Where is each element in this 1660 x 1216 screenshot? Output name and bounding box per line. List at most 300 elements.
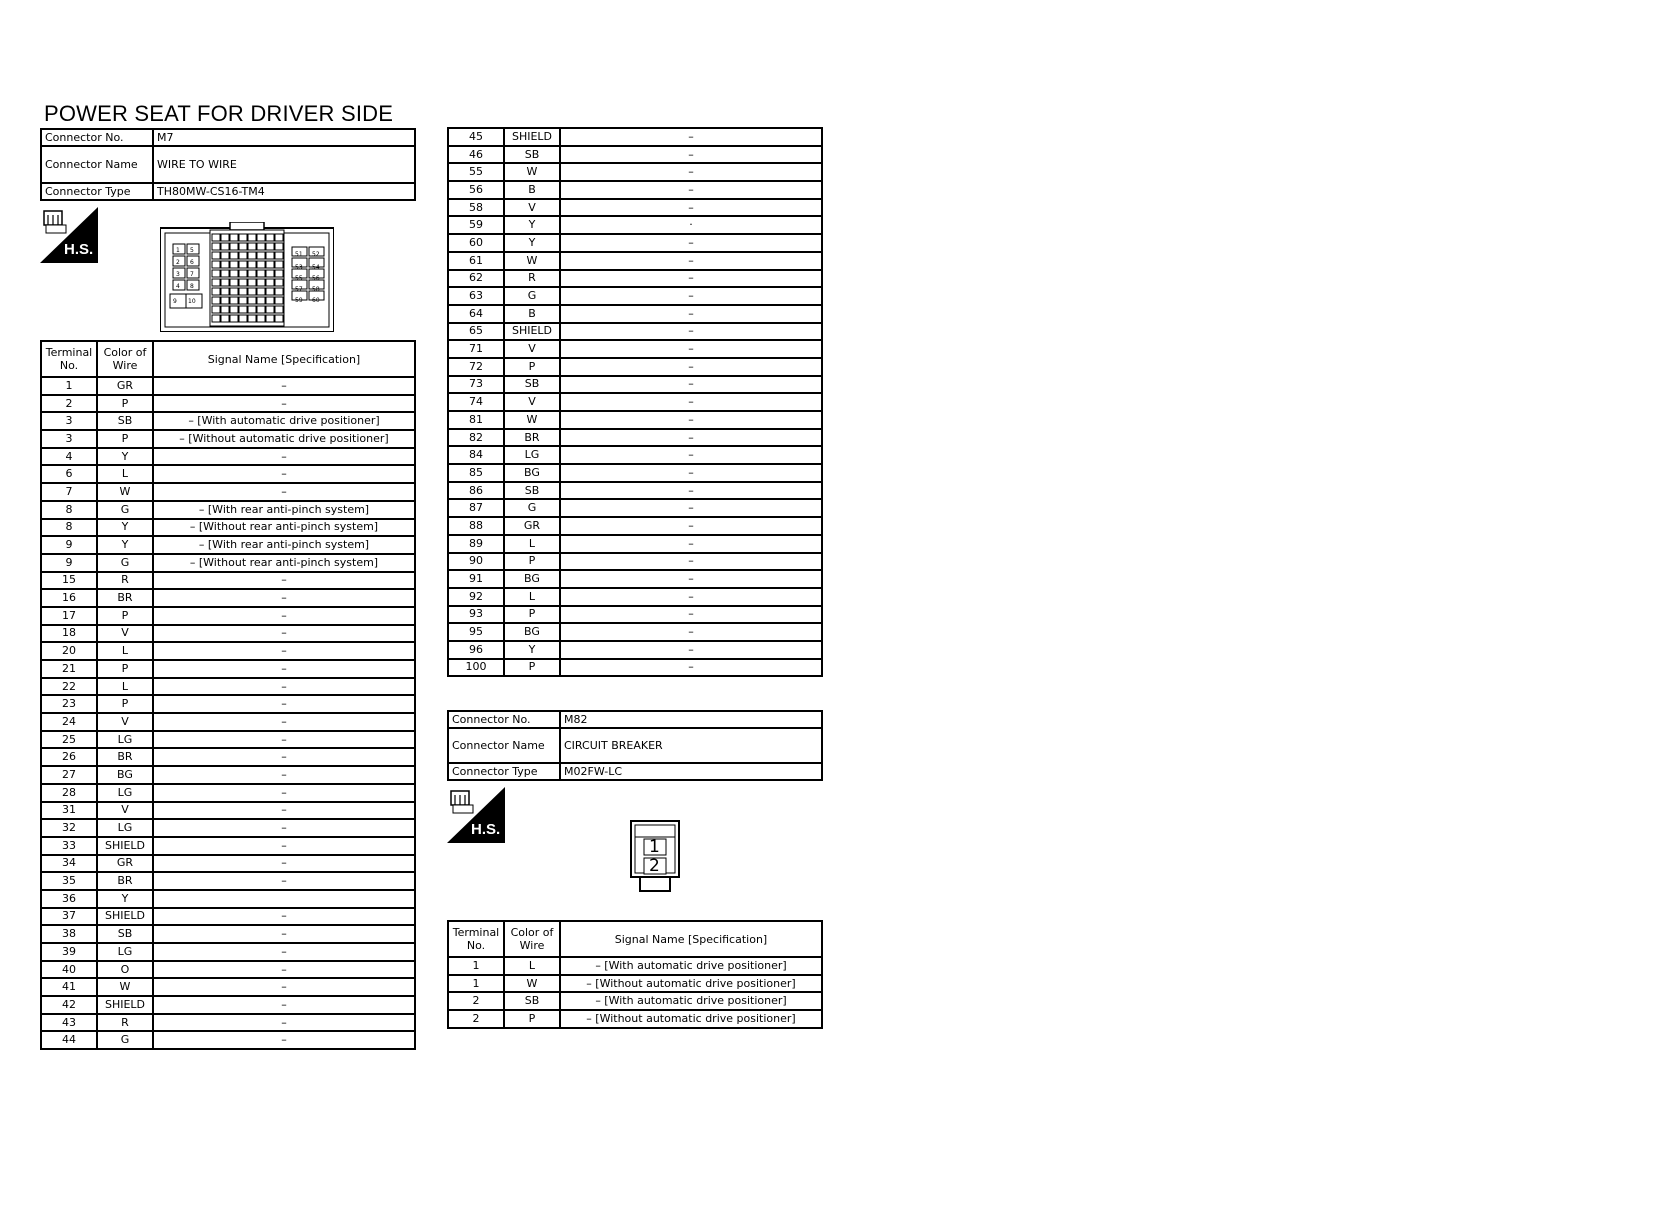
table-row bbox=[448, 393, 822, 411]
terminal-no-cell: 3 bbox=[41, 430, 97, 448]
signal-name-cell: – bbox=[560, 199, 822, 217]
wire-color-cell: BR bbox=[97, 589, 153, 607]
table-row bbox=[41, 625, 415, 643]
pin-label: 60 bbox=[312, 297, 320, 304]
terminal-no-cell: 24 bbox=[41, 713, 97, 731]
wire-color-cell: L bbox=[504, 588, 560, 606]
terminal-no-cell: 71 bbox=[448, 340, 504, 358]
terminal-no-cell: 33 bbox=[41, 837, 97, 855]
table-row bbox=[41, 943, 415, 961]
terminal-no-header: Terminal No. bbox=[448, 921, 504, 957]
signal-name-cell: – bbox=[153, 1014, 415, 1032]
wire-color-cell: G bbox=[97, 554, 153, 572]
wire-color-cell: L bbox=[504, 957, 560, 975]
table-row bbox=[41, 430, 415, 448]
wire-color-cell: BG bbox=[504, 623, 560, 641]
table-row bbox=[41, 837, 415, 855]
terminal-no-cell: 34 bbox=[41, 855, 97, 873]
pin-2-label: 2 bbox=[649, 856, 660, 876]
terminal-no-cell: 42 bbox=[41, 996, 97, 1014]
signal-name-cell: – bbox=[153, 961, 415, 979]
wire-color-cell: BR bbox=[504, 429, 560, 447]
wire-color-cell: L bbox=[504, 535, 560, 553]
pin-label: 54 bbox=[312, 264, 320, 271]
wire-color-cell: LG bbox=[504, 446, 560, 464]
signal-name-cell: – [With rear anti-pinch system] bbox=[153, 536, 415, 554]
signal-name-cell: – bbox=[560, 606, 822, 624]
table-row bbox=[448, 234, 822, 252]
terminal-no-cell: 87 bbox=[448, 499, 504, 517]
wire-color-cell: V bbox=[504, 393, 560, 411]
signal-name-cell: – bbox=[153, 607, 415, 625]
table-row bbox=[41, 961, 415, 979]
table-row bbox=[41, 678, 415, 696]
table-row bbox=[41, 607, 415, 625]
signal-name-cell: – bbox=[153, 465, 415, 483]
signal-name-cell: – bbox=[560, 234, 822, 252]
table-row bbox=[448, 216, 822, 234]
table-row bbox=[41, 501, 415, 519]
table-row bbox=[41, 1014, 415, 1032]
signal-name-cell: – [Without rear anti-pinch system] bbox=[153, 554, 415, 572]
terminal-no-cell: 72 bbox=[448, 358, 504, 376]
table-row bbox=[448, 464, 822, 482]
harness-side-icon bbox=[40, 207, 98, 263]
wire-color-cell: L bbox=[97, 465, 153, 483]
wire-color-cell: LG bbox=[97, 819, 153, 837]
wire-color-cell: W bbox=[504, 163, 560, 181]
signal-name-cell bbox=[153, 890, 415, 908]
m7-connector-info bbox=[40, 128, 416, 201]
terminal-no-cell: 8 bbox=[41, 519, 97, 537]
table-row bbox=[41, 731, 415, 749]
wire-color-cell: BG bbox=[504, 570, 560, 588]
wire-color-cell: V bbox=[97, 713, 153, 731]
wire-color-cell: P bbox=[504, 358, 560, 376]
terminal-no-header: Terminal No. bbox=[41, 341, 97, 377]
signal-name-cell: – bbox=[560, 323, 822, 341]
wire-color-cell: V bbox=[504, 340, 560, 358]
m82-terminal-table bbox=[447, 920, 823, 1029]
signal-name-cell: – bbox=[560, 588, 822, 606]
terminal-no-cell: 90 bbox=[448, 553, 504, 571]
signal-name-cell: – bbox=[153, 908, 415, 926]
page-title: POWER SEAT FOR DRIVER SIDE bbox=[44, 101, 394, 126]
table-row bbox=[448, 499, 822, 517]
signal-name-cell: · bbox=[560, 216, 822, 234]
connector-name-label: Connector Name bbox=[448, 728, 560, 763]
connector-type-label: Connector Type bbox=[41, 183, 153, 200]
connector-type-label: Connector Type bbox=[448, 763, 560, 780]
signal-name-cell: – bbox=[560, 411, 822, 429]
wire-color-cell: SHIELD bbox=[97, 908, 153, 926]
signal-name-cell: – bbox=[153, 395, 415, 413]
signal-name-cell: – bbox=[560, 252, 822, 270]
pin-label: 59 bbox=[295, 297, 303, 304]
pin-label: 9 bbox=[173, 298, 177, 305]
signal-name-cell: – bbox=[153, 678, 415, 696]
terminal-no-cell: 15 bbox=[41, 572, 97, 590]
table-row bbox=[41, 395, 415, 413]
table-row bbox=[41, 925, 415, 943]
pin-label: 53 bbox=[295, 264, 303, 271]
wire-color-cell: R bbox=[504, 270, 560, 288]
table-row bbox=[448, 128, 822, 146]
signal-name-cell: – bbox=[560, 446, 822, 464]
table-row bbox=[448, 181, 822, 199]
table-row bbox=[448, 270, 822, 288]
signal-name-cell: – bbox=[153, 572, 415, 590]
m7-terminal-table-right bbox=[447, 127, 823, 677]
signal-name-cell: – bbox=[560, 517, 822, 535]
terminal-no-cell: 1 bbox=[41, 377, 97, 395]
table-row bbox=[41, 1031, 415, 1049]
table-row bbox=[448, 992, 822, 1010]
table-row bbox=[448, 606, 822, 624]
signal-name-cell: – bbox=[153, 731, 415, 749]
table-row bbox=[41, 465, 415, 483]
terminal-no-cell: 63 bbox=[448, 287, 504, 305]
table-row bbox=[41, 802, 415, 820]
terminal-no-cell: 23 bbox=[41, 695, 97, 713]
wire-color-cell: SB bbox=[504, 376, 560, 394]
table-row bbox=[448, 199, 822, 217]
signal-name-cell: – bbox=[153, 766, 415, 784]
wire-color-cell: GR bbox=[504, 517, 560, 535]
wire-color-cell: L bbox=[97, 642, 153, 660]
wire-color-cell: Y bbox=[97, 519, 153, 537]
wire-color-cell: V bbox=[97, 802, 153, 820]
wire-color-cell: Y bbox=[97, 536, 153, 554]
wire-color-cell: V bbox=[97, 625, 153, 643]
pin-label: 51 bbox=[295, 251, 303, 258]
signal-name-cell: – bbox=[153, 978, 415, 996]
terminal-no-cell: 39 bbox=[41, 943, 97, 961]
signal-name-cell: – bbox=[560, 393, 822, 411]
terminal-no-cell: 28 bbox=[41, 784, 97, 802]
table-row bbox=[448, 146, 822, 164]
table-row bbox=[41, 855, 415, 873]
table-row bbox=[448, 482, 822, 500]
wire-color-cell: W bbox=[504, 975, 560, 993]
wire-color-cell: BR bbox=[97, 748, 153, 766]
terminal-no-cell: 8 bbox=[41, 501, 97, 519]
connector-type-value: M02FW-LC bbox=[560, 763, 822, 780]
table-row bbox=[448, 1010, 822, 1028]
terminal-no-cell: 6 bbox=[41, 465, 97, 483]
wire-color-cell: W bbox=[97, 978, 153, 996]
pin-label: 57 bbox=[295, 286, 303, 293]
connector-no-label: Connector No. bbox=[448, 711, 560, 728]
connector-type-value: TH80MW-CS16-TM4 bbox=[153, 183, 415, 200]
signal-name-cell: – bbox=[153, 483, 415, 501]
signal-name-cell: – bbox=[153, 855, 415, 873]
signal-name-cell: – bbox=[153, 748, 415, 766]
table-row bbox=[448, 659, 822, 677]
wire-color-cell: R bbox=[97, 572, 153, 590]
terminal-no-cell: 65 bbox=[448, 323, 504, 341]
wire-color-cell: SB bbox=[97, 925, 153, 943]
signal-name-cell: – bbox=[560, 553, 822, 571]
wire-color-cell: P bbox=[504, 606, 560, 624]
terminal-no-cell: 91 bbox=[448, 570, 504, 588]
wire-color-cell: SB bbox=[504, 482, 560, 500]
signal-name-header: Signal Name [Specification] bbox=[153, 341, 415, 377]
connector-name-value: CIRCUIT BREAKER bbox=[560, 728, 822, 763]
terminal-no-cell: 20 bbox=[41, 642, 97, 660]
terminal-no-cell: 96 bbox=[448, 641, 504, 659]
signal-name-cell: – bbox=[153, 996, 415, 1014]
signal-name-cell: – bbox=[560, 358, 822, 376]
signal-name-cell: – bbox=[153, 784, 415, 802]
terminal-no-cell: 88 bbox=[448, 517, 504, 535]
wire-color-cell: V bbox=[504, 199, 560, 217]
signal-name-cell: – bbox=[560, 376, 822, 394]
table-row bbox=[448, 535, 822, 553]
signal-name-cell: – bbox=[560, 535, 822, 553]
signal-name-cell: – bbox=[153, 642, 415, 660]
wire-color-cell: W bbox=[504, 252, 560, 270]
table-row bbox=[41, 642, 415, 660]
pin-label: 55 bbox=[295, 275, 303, 282]
signal-name-cell: – bbox=[153, 943, 415, 961]
wire-color-cell: GR bbox=[97, 377, 153, 395]
terminal-no-cell: 31 bbox=[41, 802, 97, 820]
terminal-no-cell: 74 bbox=[448, 393, 504, 411]
pin-label: 52 bbox=[312, 251, 320, 258]
signal-name-cell: – [Without automatic drive positioner] bbox=[560, 1010, 822, 1028]
wire-color-cell: SHIELD bbox=[504, 128, 560, 146]
table-row bbox=[41, 713, 415, 731]
terminal-no-cell: 9 bbox=[41, 554, 97, 572]
wire-color-cell: Y bbox=[504, 216, 560, 234]
terminal-no-cell: 86 bbox=[448, 482, 504, 500]
wire-color-cell: P bbox=[97, 607, 153, 625]
wire-color-cell: P bbox=[504, 1010, 560, 1028]
terminal-no-cell: 4 bbox=[41, 448, 97, 466]
table-row bbox=[41, 554, 415, 572]
terminal-no-cell: 44 bbox=[41, 1031, 97, 1049]
wire-color-cell: B bbox=[504, 181, 560, 199]
table-row bbox=[41, 589, 415, 607]
terminal-no-cell: 95 bbox=[448, 623, 504, 641]
signal-name-cell: – bbox=[153, 925, 415, 943]
terminal-no-cell: 36 bbox=[41, 890, 97, 908]
table-row bbox=[41, 890, 415, 908]
table-row bbox=[448, 446, 822, 464]
signal-name-cell: – [Without rear anti-pinch system] bbox=[153, 519, 415, 537]
table-row bbox=[41, 996, 415, 1014]
table-row bbox=[448, 957, 822, 975]
table-row bbox=[448, 975, 822, 993]
wire-color-cell: BG bbox=[97, 766, 153, 784]
terminal-no-cell: 2 bbox=[448, 1010, 504, 1028]
signal-name-cell: – bbox=[560, 270, 822, 288]
pin-label: 58 bbox=[312, 286, 320, 293]
signal-name-cell: – bbox=[153, 713, 415, 731]
m82-connector-info bbox=[447, 710, 823, 781]
table-row bbox=[41, 519, 415, 537]
table-row bbox=[41, 660, 415, 678]
signal-name-cell: – bbox=[153, 837, 415, 855]
signal-name-cell: – [With automatic drive positioner] bbox=[560, 957, 822, 975]
terminal-no-cell: 2 bbox=[41, 395, 97, 413]
terminal-no-cell: 38 bbox=[41, 925, 97, 943]
harness-side-icon bbox=[447, 787, 505, 843]
table-row bbox=[41, 412, 415, 430]
pin-label: 5 bbox=[190, 247, 194, 254]
signal-name-cell: – bbox=[153, 448, 415, 466]
signal-name-cell: – bbox=[153, 589, 415, 607]
wire-color-cell: Y bbox=[504, 234, 560, 252]
pin-label: 10 bbox=[188, 298, 196, 305]
wire-color-cell: P bbox=[97, 430, 153, 448]
signal-name-cell: – bbox=[560, 429, 822, 447]
wire-color-header: Color of Wire bbox=[504, 921, 560, 957]
terminal-no-cell: 46 bbox=[448, 146, 504, 164]
terminal-no-cell: 35 bbox=[41, 872, 97, 890]
table-row bbox=[448, 623, 822, 641]
signal-name-cell: – bbox=[153, 695, 415, 713]
table-row bbox=[448, 305, 822, 323]
wire-color-cell: GR bbox=[97, 855, 153, 873]
terminal-no-cell: 64 bbox=[448, 305, 504, 323]
pin-label: 2 bbox=[176, 259, 180, 266]
table-row bbox=[41, 784, 415, 802]
terminal-no-cell: 26 bbox=[41, 748, 97, 766]
wire-color-cell: BG bbox=[504, 464, 560, 482]
terminal-no-cell: 43 bbox=[41, 1014, 97, 1032]
signal-name-cell: – bbox=[153, 872, 415, 890]
terminal-no-cell: 1 bbox=[448, 975, 504, 993]
terminal-no-cell: 84 bbox=[448, 446, 504, 464]
wire-color-cell: P bbox=[504, 659, 560, 677]
table-row bbox=[41, 908, 415, 926]
connector-no-value: M7 bbox=[153, 129, 415, 146]
signal-name-cell: – bbox=[153, 660, 415, 678]
wire-color-cell: SHIELD bbox=[97, 996, 153, 1014]
signal-name-cell: – [Without automatic drive positioner] bbox=[560, 975, 822, 993]
wire-color-cell: SHIELD bbox=[97, 837, 153, 855]
table-row bbox=[448, 517, 822, 535]
table-row bbox=[41, 748, 415, 766]
signal-name-cell: – bbox=[560, 464, 822, 482]
signal-name-cell: – bbox=[153, 819, 415, 837]
m7-terminal-labels bbox=[160, 222, 334, 332]
hs-label: H.S. bbox=[64, 241, 94, 258]
table-row bbox=[448, 641, 822, 659]
terminal-no-cell: 32 bbox=[41, 819, 97, 837]
table-row bbox=[448, 376, 822, 394]
signal-name-cell: – bbox=[153, 625, 415, 643]
table-row bbox=[41, 377, 415, 395]
terminal-no-cell: 27 bbox=[41, 766, 97, 784]
wire-color-cell: L bbox=[97, 678, 153, 696]
table-row bbox=[448, 163, 822, 181]
table-row bbox=[448, 588, 822, 606]
table-row bbox=[41, 536, 415, 554]
signal-name-cell: – bbox=[153, 1031, 415, 1049]
pin-label: 1 bbox=[176, 247, 180, 254]
wire-color-cell: P bbox=[97, 695, 153, 713]
terminal-no-cell: 22 bbox=[41, 678, 97, 696]
table-row bbox=[448, 287, 822, 305]
wire-color-cell: LG bbox=[97, 784, 153, 802]
signal-name-header: Signal Name [Specification] bbox=[560, 921, 822, 957]
wire-color-cell: B bbox=[504, 305, 560, 323]
terminal-no-cell: 56 bbox=[448, 181, 504, 199]
terminal-no-cell: 81 bbox=[448, 411, 504, 429]
wire-color-header: Color of Wire bbox=[97, 341, 153, 377]
wire-color-cell: G bbox=[504, 287, 560, 305]
terminal-no-cell: 17 bbox=[41, 607, 97, 625]
table-row bbox=[41, 978, 415, 996]
table-row bbox=[41, 483, 415, 501]
connector-name-label: Connector Name bbox=[41, 146, 153, 183]
terminal-no-cell: 89 bbox=[448, 535, 504, 553]
table-row bbox=[41, 766, 415, 784]
terminal-no-cell: 60 bbox=[448, 234, 504, 252]
table-row bbox=[448, 553, 822, 571]
terminal-no-cell: 2 bbox=[448, 992, 504, 1010]
wire-color-cell: SHIELD bbox=[504, 323, 560, 341]
table-row bbox=[41, 572, 415, 590]
wire-color-cell: SB bbox=[504, 146, 560, 164]
terminal-no-cell: 25 bbox=[41, 731, 97, 749]
signal-name-cell: – bbox=[560, 287, 822, 305]
pin-label: 6 bbox=[190, 259, 194, 266]
terminal-no-cell: 16 bbox=[41, 589, 97, 607]
table-row bbox=[448, 411, 822, 429]
signal-name-cell: – bbox=[560, 146, 822, 164]
signal-name-cell: – bbox=[560, 305, 822, 323]
terminal-no-cell: 59 bbox=[448, 216, 504, 234]
signal-name-cell: – bbox=[153, 377, 415, 395]
signal-name-cell: – [Without automatic drive positioner] bbox=[153, 430, 415, 448]
terminal-no-cell: 45 bbox=[448, 128, 504, 146]
terminal-no-cell: 61 bbox=[448, 252, 504, 270]
table-row bbox=[41, 819, 415, 837]
pin-1-label: 1 bbox=[649, 837, 660, 857]
signal-name-cell: – [With automatic drive positioner] bbox=[560, 992, 822, 1010]
signal-name-cell: – bbox=[560, 340, 822, 358]
signal-name-cell: – bbox=[560, 181, 822, 199]
wire-color-cell: W bbox=[504, 411, 560, 429]
signal-name-cell: – bbox=[560, 482, 822, 500]
table-row bbox=[448, 429, 822, 447]
terminal-no-cell: 7 bbox=[41, 483, 97, 501]
m7-terminal-table-left bbox=[40, 340, 416, 1050]
terminal-no-cell: 92 bbox=[448, 588, 504, 606]
table-row bbox=[448, 358, 822, 376]
wire-color-cell: P bbox=[504, 553, 560, 571]
terminal-no-cell: 55 bbox=[448, 163, 504, 181]
terminal-no-cell: 85 bbox=[448, 464, 504, 482]
signal-name-cell: – bbox=[153, 802, 415, 820]
terminal-no-cell: 100 bbox=[448, 659, 504, 677]
wire-color-cell: G bbox=[97, 1031, 153, 1049]
signal-name-cell: – bbox=[560, 659, 822, 677]
wire-color-cell: BR bbox=[97, 872, 153, 890]
wire-color-cell: Y bbox=[97, 448, 153, 466]
wire-color-cell: W bbox=[97, 483, 153, 501]
terminal-no-cell: 21 bbox=[41, 660, 97, 678]
terminal-no-cell: 3 bbox=[41, 412, 97, 430]
table-row bbox=[41, 872, 415, 890]
terminal-no-cell: 58 bbox=[448, 199, 504, 217]
wire-color-cell: O bbox=[97, 961, 153, 979]
pin-label: 7 bbox=[190, 271, 194, 278]
